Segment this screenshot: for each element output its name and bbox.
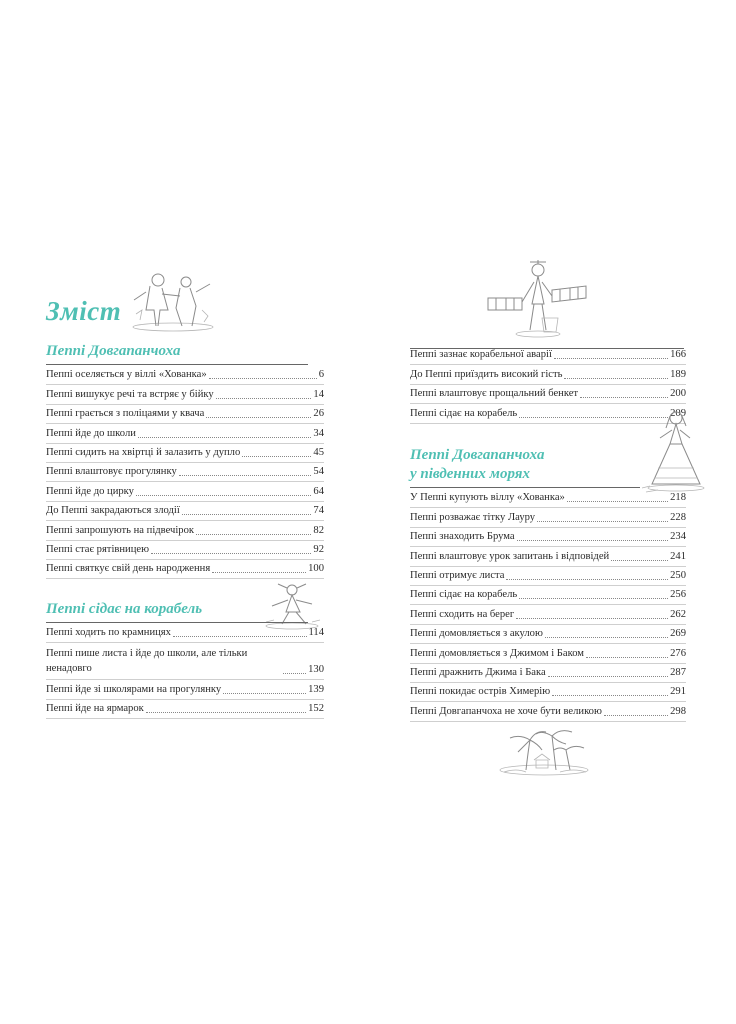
ladder-character-illustration [486,258,590,338]
toc-entry[interactable]: Пеппі йде на ярмарок 152 [46,700,324,719]
toc-entry[interactable]: Пеппі стає рятівницею 92 [46,541,324,560]
toc-entry[interactable]: Пеппі покидає острів Химерію 291 [410,683,686,702]
toc-entry[interactable]: Пеппі дражнить Джима і Бака 287 [410,664,686,683]
toc-list-section-3 [410,489,686,722]
section-title-3-line2: у південних морях [410,466,530,482]
toc-entry[interactable]: Пеппі вишукує речі та встряє у бійку 14 [46,385,324,404]
toc-entry[interactable]: У Пеппі купують віллу «Хованка» 218 [410,489,686,508]
toc-entry[interactable]: До Пеппі закрадаються злодії 74 [46,502,324,521]
toc-entry[interactable]: Пеппі знаходить Брума 234 [410,528,686,547]
toc-entry[interactable]: Пеппі домовляється з акулою 269 [410,625,686,644]
toc-entry[interactable]: Пеппі сходить на берег 262 [410,605,686,624]
toc-entry[interactable]: Пеппі зазнає корабельної аварії 166 [410,346,686,365]
toc-entry[interactable]: Пеппі отримує листа 250 [410,567,686,586]
lady-illustration [640,408,706,494]
characters-illustration [128,270,218,332]
toc-entry[interactable]: Пеппі сидить на хвіртці й залазить у дупло 45 [46,444,324,463]
toc-entry[interactable]: Пеппі святкує свій день народження 100 [46,560,324,579]
toc-list-section-2 [46,624,324,719]
toc-entry[interactable]: Пеппі пише листа і йде до школи, але тільки ненадовго 130 [46,643,324,680]
section-title-3-line1: Пеппі Довгапанчоха [410,447,545,463]
section-title-3 [410,446,544,484]
toc-entry[interactable]: Пеппі Довгапанчоха не хоче бути великою 298 [410,702,686,721]
section-rule-3 [410,487,640,488]
toc-entry[interactable]: Пеппі розважає тітку Лауру 228 [410,508,686,527]
toc-entry[interactable]: Пеппі влаштовує прощальний бенкет 200 [410,385,686,404]
toc-entry[interactable]: Пеппі сідає на корабель 209 [410,404,686,423]
palm-island-illustration [496,726,592,776]
toc-entry[interactable]: Пеппі влаштовує прогулянку 54 [46,463,324,482]
toc-entry[interactable]: Пеппі сідає на корабель 256 [410,586,686,605]
toc-entry[interactable]: Пеппі грається з поліцаями у квача 26 [46,405,324,424]
toc-entry[interactable]: Пеппі йде зі школярами на прогулянку 139 [46,680,324,699]
toc-entry[interactable]: Пеппі оселяється у віллі «Хованка» 6 [46,366,324,385]
toc-entry[interactable]: До Пеппі приїздить високий гість 189 [410,365,686,384]
section-title-2: Пеппі сідає на корабель [46,601,203,617]
toc-entry[interactable]: Пеппі йде до цирку 64 [46,482,324,501]
section-rule-1 [46,364,308,365]
toc-entry[interactable]: Пеппі влаштовує урок запитань і відповідей 241 [410,547,686,566]
section-title-1: Пеппі Довгапанчоха [46,343,181,359]
page-title: Зміст [46,296,122,326]
toc-entry[interactable]: Пеппі домовляється з Джимом і Баком 276 [410,644,686,663]
toc-entry[interactable]: Пеппі йде до школи 34 [46,424,324,443]
toc-entry[interactable]: Пеппі запрошують на підвечірок 82 [46,521,324,540]
section-rule-2 [46,622,308,623]
toc-entry[interactable]: Пеппі ходить по крамницях 114 [46,624,324,643]
toc-list-section-1 [46,366,324,579]
